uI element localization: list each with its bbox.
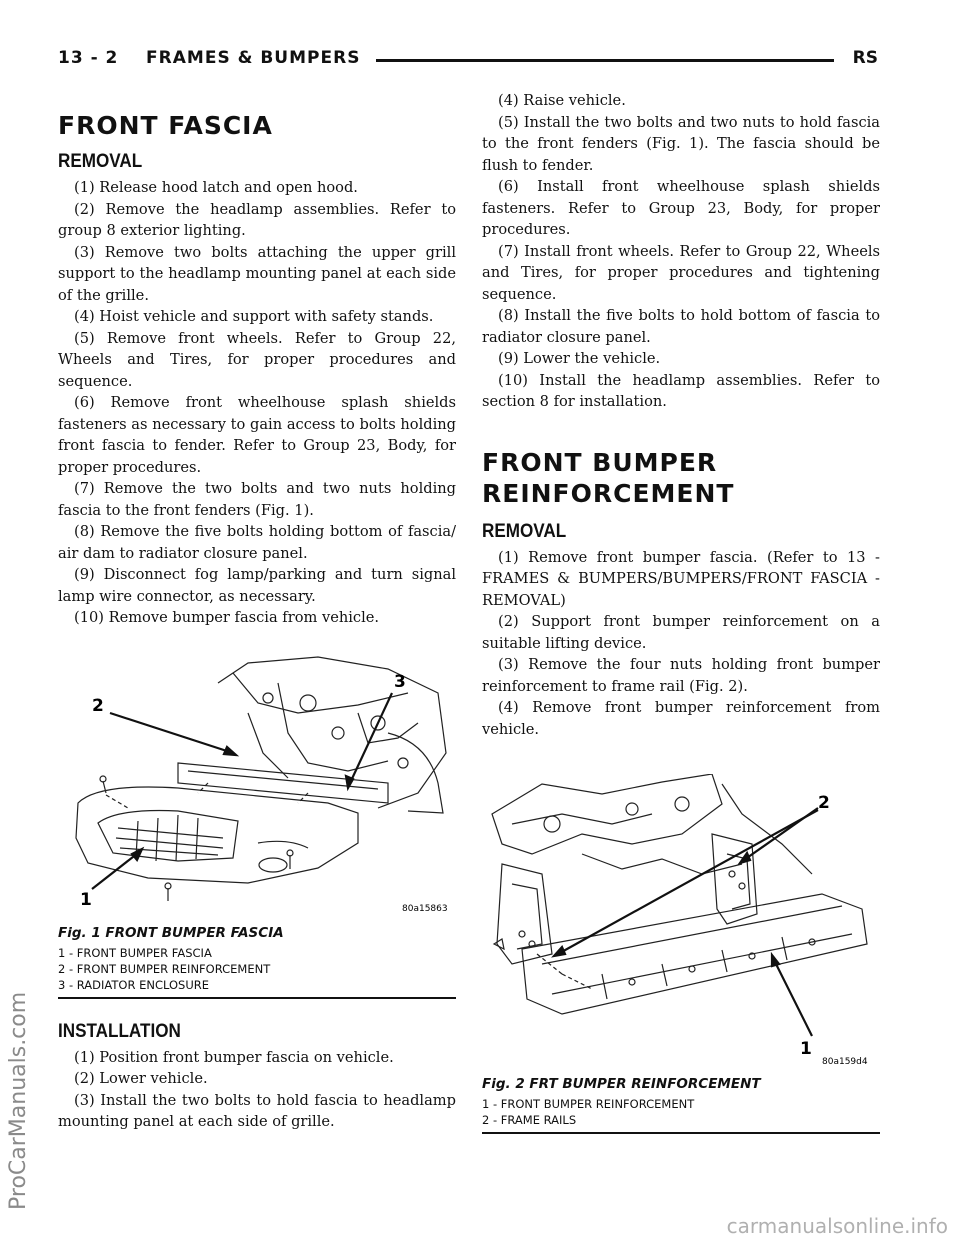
figure-1-legend [58,945,456,993]
step: (5) Install the two bolts and two nuts to hold fascia to the front fenders (Fig. 1). The fascia should be flush to fender. [482,113,880,174]
figure-code: 80a159d4 [822,1057,868,1066]
section-title-front-fascia: FRONT FASCIA [58,111,273,140]
installation-steps-continued [482,90,880,413]
bumper-fascia-drawing [58,643,456,915]
step: (10) Install the headlamp assemblies. Refer to section 8 for installation. [482,371,880,410]
page-header [58,48,878,72]
step: (2) Support front bumper reinforcement on a suitable lifting device. [482,613,880,652]
step: (8) Install the five bolts to hold bottom of fascia to radiator closure panel. [482,307,880,346]
step: (4) Hoist vehicle and support with safety stands. [74,308,434,325]
callout-1: 1 [800,1039,812,1059]
title-line-2: REINFORCEMENT [482,478,735,508]
step: (1) Remove front bumper fascia. (Refer to 13 - FRAMES & BUMPERS/BUMPERS/FRONT FASCIA - REMOVAL) [482,548,880,609]
legend-item: 2 - FRONT BUMPER REINFORCEMENT [58,961,271,976]
callout-1: 1 [80,889,92,910]
step: (6) Install front wheelhouse splash shields fasteners. Refer to Group 23, Body, for proper procedures. [482,178,880,238]
installation-heading: INSTALLATION [58,1020,181,1042]
step: (1) Position front bumper fascia on vehicle. [74,1048,394,1066]
right-column [482,90,880,1134]
figure-1 [58,643,456,999]
figure-code: 80a15863 [402,903,448,914]
legend-item: 3 - RADIATOR ENCLOSURE [58,977,210,992]
figure-1-rule [58,997,456,999]
step: (3) Remove the four nuts holding front bumper reinforcement to frame rail (Fig. 2). [482,656,880,695]
step: (8) Remove the five bolts holding bottom of fascia/ air dam to radiator closure panel. [58,523,456,562]
step: (4) Raise vehicle. [498,92,626,109]
removal-steps [58,177,456,629]
callout-2: 2 [92,695,104,716]
step: (9) Lower the vehicle. [498,350,661,367]
callout-3: 3 [394,671,406,692]
step: (4) Remove front bumper reinforcement from vehicle. [482,699,880,738]
model-code: RS [852,48,878,68]
step: (7) Remove the two bolts and two nuts holding fascia to the front fenders (Fig. 1). [58,480,456,519]
step: (9) Disconnect fog lamp/parking and turn signal lamp wire connector, as necessary. [58,566,456,605]
figure-2-legend [482,1096,880,1128]
left-column [58,110,456,1133]
figure-1-caption: Fig. 1 FRONT BUMPER FASCIA [58,924,284,941]
step: (6) Remove front wheelhouse splash shields fasteners as necessary to gain access to bolts holding front fascia to fender. Refer to Group 23, Body, for proper procedures. [58,394,456,476]
legend-item: 2 - FRAME RAILS [482,1113,577,1127]
step: (10) Remove bumper fascia from vehicle. [74,609,380,626]
side-watermark: ProCarManuals.com [6,991,31,1210]
figure-2 [482,774,880,1134]
removal-heading: REMOVAL [58,151,143,172]
bumper-reinforcement-drawing [482,774,880,1066]
step: (2) Remove the headlamp assemblies. Refer to group 8 exterior lighting. [58,200,456,239]
step: (3) Install the two bolts to hold fascia to headlamp mounting panel at each side of grille. [58,1091,456,1130]
header-rule [376,59,834,62]
callout-2: 2 [818,793,830,813]
installation-steps [58,1047,456,1133]
legend-item: 1 - FRONT BUMPER REINFORCEMENT [482,1097,695,1111]
figure-2-caption: Fig. 2 FRT BUMPER REINFORCEMENT [482,1076,761,1092]
title-line-1: FRONT BUMPER [482,447,718,477]
footer-watermark: carmanualsonline.info [726,1214,948,1238]
legend-item: 1 - FRONT BUMPER FASCIA [58,945,212,960]
figure-1-illustration [58,643,456,915]
step: (1) Release hood latch and open hood. [74,179,358,196]
step: (7) Install front wheels. Refer to Group 22, Wheels and Tires, for proper procedures and tightening sequence. [482,242,880,303]
step: (2) Lower vehicle. [74,1070,208,1087]
section-title-bumper-reinforcement [482,447,880,509]
page-number-section: 13 - 2 FRAMES & BUMPERS [58,48,361,68]
removal-steps [482,547,880,741]
figure-2-rule [482,1132,880,1134]
figure-2-illustration [482,774,880,1066]
step: (3) Remove two bolts attaching the upper grill support to the headlamp mounting panel at each side of the grille. [58,243,456,304]
step: (5) Remove front wheels. Refer to Group 22, Wheels and Tires, for proper procedures and sequence. [58,329,456,390]
removal-heading: REMOVAL [482,520,567,542]
